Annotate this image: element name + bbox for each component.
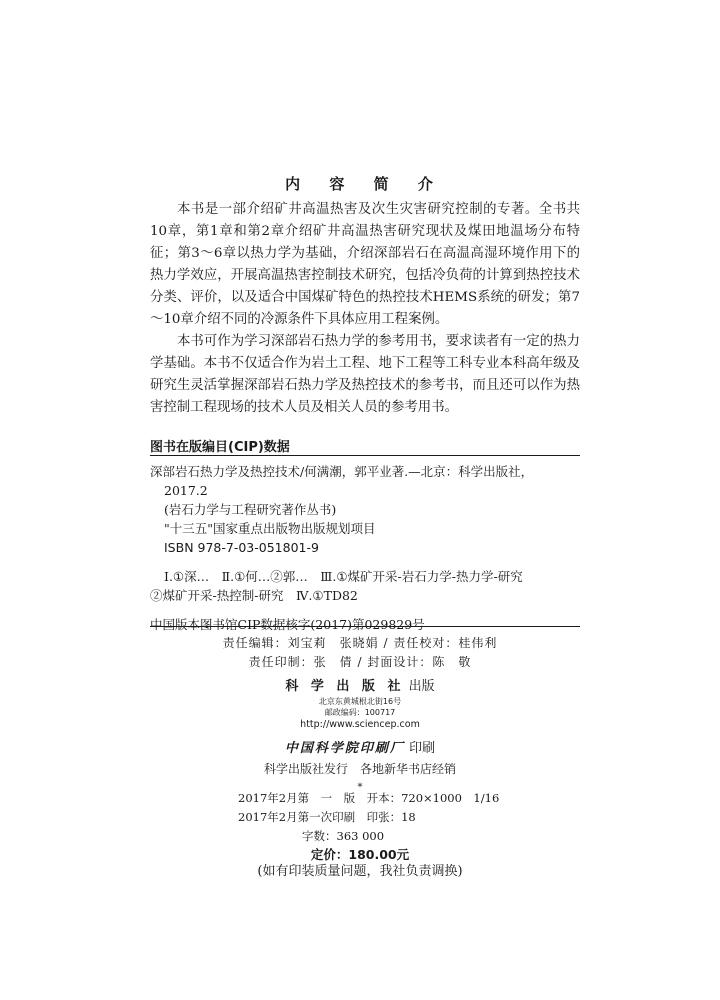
- edition-info: [238, 789, 499, 846]
- word-count: 字数：363 000: [302, 829, 385, 843]
- separator-star: *: [357, 782, 363, 793]
- publisher-logo-text: 科 学 出 版 社: [285, 679, 405, 694]
- printer-suffix: 印刷: [409, 741, 436, 756]
- distribution-line: 科学出版社发行 各地新华书店经销: [263, 762, 456, 776]
- edition-line: 2017年2月第 一 版 开本：720×1000 1/16: [238, 791, 500, 805]
- publisher-address: 北京东黄城根北街16号: [318, 697, 402, 706]
- cip-series-line: (岩石力学与工程研究著作丛书): [164, 502, 337, 517]
- price: 定价：180.00元: [310, 847, 410, 862]
- cip-top-rule: [150, 455, 580, 456]
- printer-logo-text: 中国科学院印刷厂: [284, 741, 405, 756]
- publisher-name: [0, 678, 720, 696]
- publisher-suffix: 出版: [408, 679, 435, 694]
- summary-heading: 内 容 简 介: [285, 175, 445, 193]
- production-credits: 责任印制：张 倩 / 封面设计：陈 敬: [248, 655, 472, 669]
- summary-paragraph: 本书可作为学习深部岩石热力学的参考用书，要求读者有一定的热力学基础。本书不仅适合作为岩土工程、地下工程等工科专业本科高年级及研究生灵活掌握深部岩石热力学及热控技术的参考书，而且还可以作为热害控制工程现场的技术人员及相关人员的参考用书。: [150, 334, 580, 415]
- cip-title-line: 深部岩石热力学及热控技术/何满潮，郭平业著.—北京：科学出版社，: [150, 464, 534, 479]
- summary-section: [150, 199, 580, 419]
- cip-year-line: 2017.2: [164, 483, 208, 498]
- cip-bottom-rule: [150, 626, 580, 627]
- editor-credits: 责任编辑：刘宝莉 张晓娟 / 责任校对：桂伟利: [222, 636, 498, 650]
- cip-classification: Ⅰ.①深… Ⅱ.①何…②郭… Ⅲ.①煤矿开采-岩石力学-热力学-研究: [164, 569, 523, 584]
- quality-note: (如有印装质量问题，我社负责调换): [257, 864, 463, 879]
- printer-name: [0, 738, 720, 760]
- printing-line: 2017年2月第一次印刷 印张：18: [238, 810, 416, 824]
- publisher-url: http://www.sciencep.com: [300, 719, 420, 730]
- cip-isbn: ISBN 978-7-03-051801-9: [164, 540, 319, 555]
- cip-record: [150, 462, 580, 634]
- summary-paragraph: 本书是一部介绍矿井高温热害及次生灾害研究控制的专著。全书共10章，第1章和第2章介绍矿井高温热害研究现状及煤田地温场分布特征；第3～6章以热力学为基础，介绍深部岩石在高温高湿环境作用下的热力学效应，开展高温热害控制技术研究，包括冷负荷的计算到热控技术分类、评价，以及适合中国煤矿特色的热控技术HEMS系统的研发；第7～10章介绍不同的冷源条件下具体应用工程案例。: [150, 202, 580, 327]
- cip-project-line: "十三五"国家重点出版物出版规划项目: [164, 521, 376, 536]
- publisher-postcode: 邮政编码：100717: [324, 708, 396, 717]
- cip-heading: 图书在版编目(CIP)数据: [150, 440, 290, 455]
- staff-credits: [0, 634, 720, 672]
- cip-classification: ②煤矿开采-热控制-研究 Ⅳ.①TD82: [150, 588, 358, 603]
- publisher-info: [0, 678, 720, 794]
- cip-library-record: 中国版本图书馆CIP数据核字(2017)第029829号: [150, 617, 425, 632]
